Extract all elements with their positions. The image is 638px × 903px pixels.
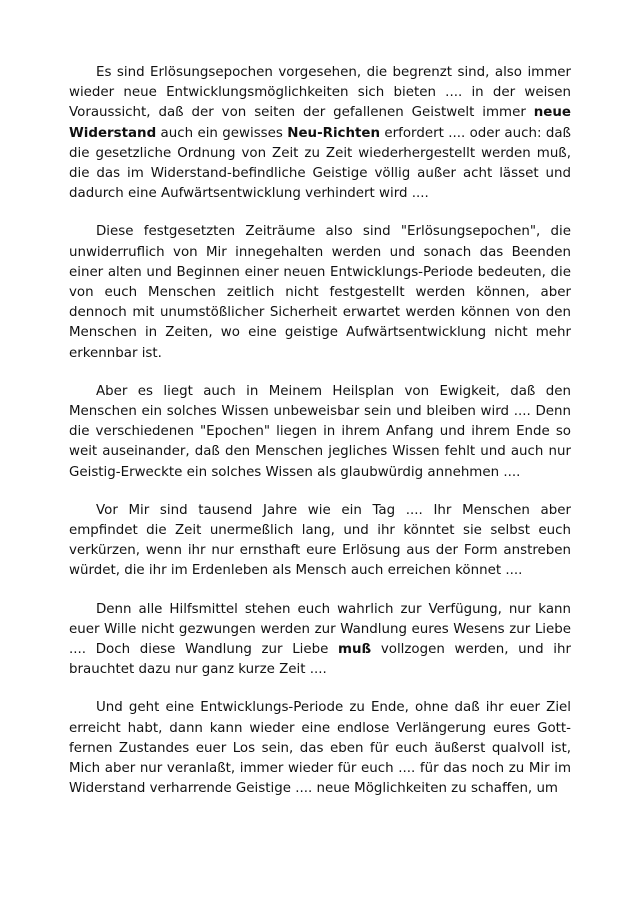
paragraph [69, 222, 571, 363]
paragraph [69, 63, 571, 204]
paragraph [69, 600, 571, 681]
bold-phrase: neue Widerstand [69, 105, 571, 141]
paragraph [69, 382, 571, 483]
bold-phrase: muß [338, 642, 372, 658]
paragraph-text: Und geht eine Entwicklungs-Periode zu Ende, ohne daß ihr euer Ziel erreicht habt, dann kann wieder eine endlose Verlängerung eures Gott-fernen Zustandes euer Los sein, das eben für euch äußerst qualvoll ist, Mich aber nur veranlaßt, immer wieder für euch .... für das noch zu Mir im Widerstand verharrende Geistige .... neue Möglichkeiten zu schaffen, um [69, 700, 571, 797]
paragraph-text: auch ein gewisses [156, 125, 288, 141]
paragraph [69, 698, 571, 799]
paragraph-text: vollzogen werden, und ihr brauchtet dazu nur ganz kurze Zeit .... [69, 642, 571, 678]
paragraph-text: Denn alle Hilfsmittel stehen euch wahrlich zur Verfügung, nur kann euer Wille nicht gezwungen werden zur Wandlung eures Wesens zur Liebe .... Doch diese Wandlung zur Liebe [69, 601, 571, 658]
document-page [69, 63, 571, 818]
bold-phrase: Neu-Richten [287, 125, 381, 141]
paragraph-text: Aber es liegt auch in Meinem Heilsplan von Ewigkeit, daß den Menschen ein solches Wissen unbeweisbar sein und bleiben wird .... Denn die verschiedenen "Epochen" liegen in ihrem Anfang und ihrem Ende so weit auseinander, daß den Menschen jegliches Wissen fehlt und auch nur Geistig-Erweckte ein solches Wissen als glaubwürdig annehmen .... [69, 383, 571, 480]
paragraph-text: Diese festgesetzten Zeiträume also sind "Erlösungsepochen", die unwiderruflich von Mir innegehalten werden und sonach das Beenden einer alten und Beginnen einer neuen Entwicklungs-Periode bedeuten, die von euch Menschen zeitlich nicht festgestellt werden können, aber dennoch mit unumstößlicher Sicherheit erwartet werden können von den Menschen in Zeiten, wo eine geistige Aufwärtsentwicklung nicht mehr erkennbar ist. [69, 224, 571, 361]
paragraph-text: erfordert .... oder auch: daß die gesetzliche Ordnung von Zeit zu Zeit wiederhergestellt werden muß, die das im Widerstand-befindliche Geistige völlig außer acht lässet und dadurch eine Aufwärtsentwicklung verhindert wird .... [69, 125, 571, 202]
paragraph [69, 501, 571, 582]
paragraph-text: Es sind Erlösungsepochen vorgesehen, die begrenzt sind, also immer wieder neue Entwicklungsmöglichkeiten sich bieten .... in der weisen Voraussicht, daß der von seiten der gefallenen Geistwelt immer [69, 65, 571, 121]
paragraph-text: Vor Mir sind tausend Jahre wie ein Tag .... Ihr Menschen aber empfindet die Zeit unermeßlich lang, und ihr könntet sie selbst euch verkürzen, wenn ihr nur ernsthaft eure Erlösung aus der Form anstreben würdet, die ihr im Erdenleben als Mensch auch erreichen könnet .... [69, 502, 571, 579]
